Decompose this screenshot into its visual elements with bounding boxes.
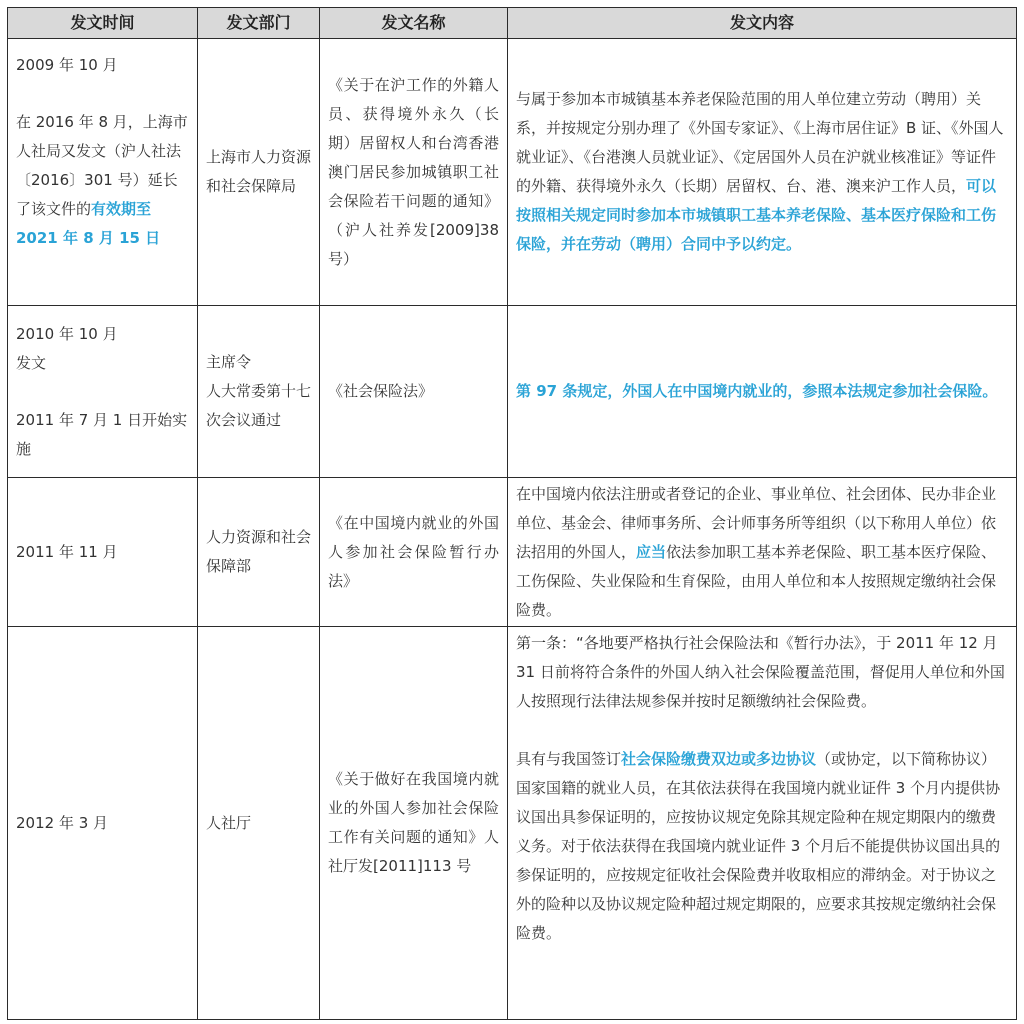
cell-title: 《关于做好在我国境内就业的外国人参加社会保险工作有关问题的通知》人社厅发[2011]113 号 xyxy=(320,627,508,1020)
regulation-table xyxy=(7,7,1017,1020)
cell-title: 《社会保险法》 xyxy=(320,306,508,478)
time-date: 2009 年 10 月 xyxy=(16,56,118,74)
header-content: 发文内容 xyxy=(508,8,1017,39)
time-effective: 2011 年 7 月 1 日开始实施 xyxy=(16,410,188,458)
cell-time: 2011 年 11 月 xyxy=(8,478,198,627)
time-note-highlight: 有效期至 2021 年 8 月 15 日 xyxy=(16,200,161,247)
content-paragraph-2-post: （或协定，以下简称协议）国家国籍的就业人员，在其依法获得在我国境内就业证件 3 个月内提供协议国出具参保证明的，应按协议规定免除其规定险种在规定期限内的缴费义务。对于依法获得在我国境内就业证件 3 个月后不能提供协议国出具的参保证明的，应按规定征收社会保险费并收取相应的滞纳金。对于协议之外的险种以及协议规定险种超过规定期限的，应要求其按规定缴纳社会保险费。 xyxy=(516,750,1001,942)
content-highlight: 社会保险缴费双边或多边协议 xyxy=(621,750,817,768)
header-time: 发文时间 xyxy=(8,8,198,39)
time-date: 2010 年 10 月 xyxy=(16,324,118,343)
table-row xyxy=(8,478,1017,627)
cell-content xyxy=(508,478,1017,627)
content-highlight: 可以按照相关规定同时参加本市城镇职工基本养老保险、基本医疗保险和工伤保险，并在劳动（聘用）合同中予以约定。 xyxy=(516,177,997,253)
content-paragraph-1: 第一条：“各地要严格执行社会保险法和《暂行办法》，于 2011 年 12 月 31 日前将符合条件的外国人纳入社会保险覆盖范围，督促用人单位和外国人按照现行法律法规参保并按时足额缴纳社会保险费。 xyxy=(516,634,1005,710)
cell-content xyxy=(508,306,1017,478)
cell-department: 人社厅 xyxy=(198,627,320,1020)
table-row xyxy=(8,39,1017,306)
cell-time xyxy=(8,39,198,306)
cell-title: 《关于在沪工作的外籍人员、获得境外永久（长期）居留权人和台湾香港澳门居民参加城镇职工社会保险若干问题的通知》（沪人社养发[2009]38 号） xyxy=(320,39,508,306)
cell-time: 2012 年 3 月 xyxy=(8,627,198,1020)
header-row xyxy=(8,8,1017,39)
cell-department: 主席令 人大常委第十七次会议通过 xyxy=(198,306,320,478)
table-row xyxy=(8,306,1017,478)
table-row xyxy=(8,627,1017,1020)
content-text-post: 依法参加职工基本养老保险、职工基本医疗保险、工伤保险、失业保险和生育保险，由用人单位和本人按照规定缴纳社会保险费。 xyxy=(516,542,997,619)
cell-time xyxy=(8,306,198,478)
time-note: 发文 xyxy=(16,353,47,372)
cell-title: 《在中国境内就业的外国人参加社会保险暂行办法》 xyxy=(320,478,508,627)
cell-department: 上海市人力资源和社会保障局 xyxy=(198,39,320,306)
header-title: 发文名称 xyxy=(320,8,508,39)
content-highlight: 应当 xyxy=(636,542,667,561)
cell-content xyxy=(508,627,1017,1020)
header-department: 发文部门 xyxy=(198,8,320,39)
cell-department: 人力资源和社会保障部 xyxy=(198,478,320,627)
content-text: 与属于参加本市城镇基本养老保险范围的用人单位建立劳动（聘用）关系，并按规定分别办理了《外国专家证》、《上海市居住证》B 证、《外国人就业证》、《台港澳人员就业证》、《定居国外人员在沪就业核准证》等证件的外籍、获得境外永久（长期）居留权、台、港、澳来沪工作人员， xyxy=(516,90,1004,195)
content-highlight: 第 97 条规定，外国人在中国境内就业的，参照本法规定参加社会保险。 xyxy=(516,382,998,400)
cell-content xyxy=(508,39,1017,306)
content-text: 在中国境内依法注册或者登记的企业、事业单位、社会团体、民办非企业单位、基金会、律师事务所、会计师事务所等组织（以下称用人单位）依法招用的外国人， xyxy=(516,484,997,561)
time-note: 在 2016 年 8 月，上海市人社局又发文（沪人社法〔2016〕301 号）延长了该文件的 xyxy=(16,113,188,218)
content-paragraph-2-pre: 具有与我国签订 xyxy=(516,750,622,768)
